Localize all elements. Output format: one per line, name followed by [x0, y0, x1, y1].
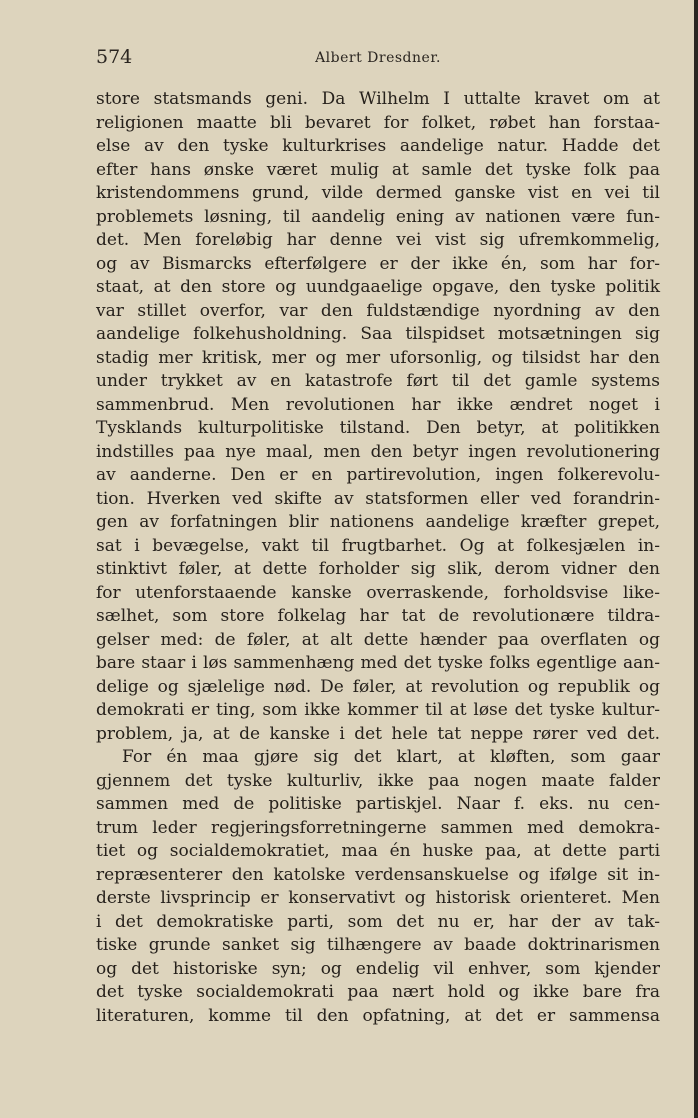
text-line: sammenbrud. Men revolutionen har ikke ændret noget i — [96, 394, 660, 415]
text-line: under trykket av en katastrofe ført til det gamle systems — [96, 371, 660, 391]
text-line: delige og sjælelige nød. De føler, at revolution og republik og — [96, 676, 660, 697]
text-line: efter hans ønske været mulig at samle det tyske folk paa — [96, 159, 660, 180]
text-line: sat i bevægelse, vakt til frugtbarhet. Og at folkesjælen in- — [96, 535, 660, 556]
text-line: repræsenterer den katolske verdensanskuelse og ifølge sit in- — [96, 864, 660, 885]
text-line: var stillet overfor, var den fuldstændige nyordning av den — [96, 300, 660, 321]
text-line: stadig mer kritisk, mer og mer uforsonlig, og tilsidst har den — [96, 347, 660, 368]
text-line: det. Men foreløbig har denne vei vist sig ufremkommelig, — [96, 230, 660, 250]
text-line: sammen med de politiske partiskjel. Naar f. eks. nu cen- — [96, 794, 660, 814]
text-line: gen av forfatningen blir nationens aandelige kræfter grepet, — [96, 512, 660, 532]
text-line: i det demokratiske parti, som det nu er, har der av tak- — [96, 911, 660, 932]
text-line: sælhet, som store folkelag har tat de revolutionære tildra- — [96, 606, 660, 626]
text-line: gjennem det tyske kulturliv, ikke paa nogen maate falder — [96, 770, 660, 791]
text-line: demokrati er ting, som ikke kommer til at løse det tyske kultur- — [96, 700, 660, 720]
text-line: kristendommens grund, vilde dermed ganske vist en vei til — [96, 183, 660, 203]
text-line: og det historiske syn; og endelig vil enhver, som kjender — [96, 958, 660, 979]
text-line: av aanderne. Den er en partirevolution, ingen folkerevolu- — [96, 465, 660, 485]
paragraph-start-line: For én maa gjøre sig det klart, at kløften, som gaar — [122, 747, 660, 767]
text-line: problem, ja, at de kanske i det hele tat neppe rører ved det. — [96, 723, 660, 744]
text-line: religionen maatte bli bevaret for folket, røbet han forstaa- — [96, 112, 660, 133]
text-line: problemets løsning, til aandelig ening av nationen være fun- — [96, 206, 660, 227]
text-line: for utenforstaaende kanske overraskende, forholdsvise like- — [96, 582, 660, 603]
text-line: store statsmands geni. Da Wilhelm I uttalte kravet om at — [96, 89, 660, 109]
text-line: staat, at den store og uundgaaelige opgave, den tyske politik — [96, 277, 660, 297]
body-text — [96, 88, 660, 1028]
text-line: aandelige folkehusholdning. Saa tilspidset motsætningen sig — [96, 324, 660, 344]
text-line: det tyske socialdemokrati paa nært hold og ikke bare fra — [96, 982, 660, 1002]
running-head-author: Albert Dresdner. — [315, 50, 441, 66]
text-line: stinktivt føler, at dette forholder sig slik, derom vidner den — [96, 559, 660, 579]
page-header — [96, 46, 660, 76]
page-edge-shadow — [694, 0, 698, 1118]
text-line: tiet og socialdemokratiet, maa én huske paa, at dette parti — [96, 841, 660, 861]
text-line: tion. Hverken ved skifte av statsformen eller ved forandrin- — [96, 488, 660, 509]
text-line: gelser med: de føler, at alt dette hænder paa overflaten og — [96, 629, 660, 650]
text-line: derste livsprincip er konservativt og historisk orienteret. Men — [96, 888, 660, 908]
text-line: Tysklands kulturpolitiske tilstand. Den betyr, at politikken — [96, 418, 660, 438]
text-line: literaturen, komme til den opfatning, at det er sammensa — [96, 1005, 660, 1026]
text-line: else av den tyske kulturkrises aandelige natur. Hadde det — [96, 136, 660, 156]
text-line: trum leder regjeringsforretningerne sammen med demokra- — [96, 817, 660, 838]
text-line: og av Bismarcks efterfølgere er der ikke én, som har for- — [96, 253, 660, 274]
text-line: tiske grunde sanket sig tilhængere av baade doktrinarismen — [96, 935, 660, 955]
text-line: indstilles paa nye maal, men den betyr ingen revolutionering — [96, 441, 660, 462]
page-number: 574 — [96, 46, 133, 68]
text-line: bare staar i løs sammenhæng med det tyske folks egentlige aan- — [96, 653, 660, 673]
